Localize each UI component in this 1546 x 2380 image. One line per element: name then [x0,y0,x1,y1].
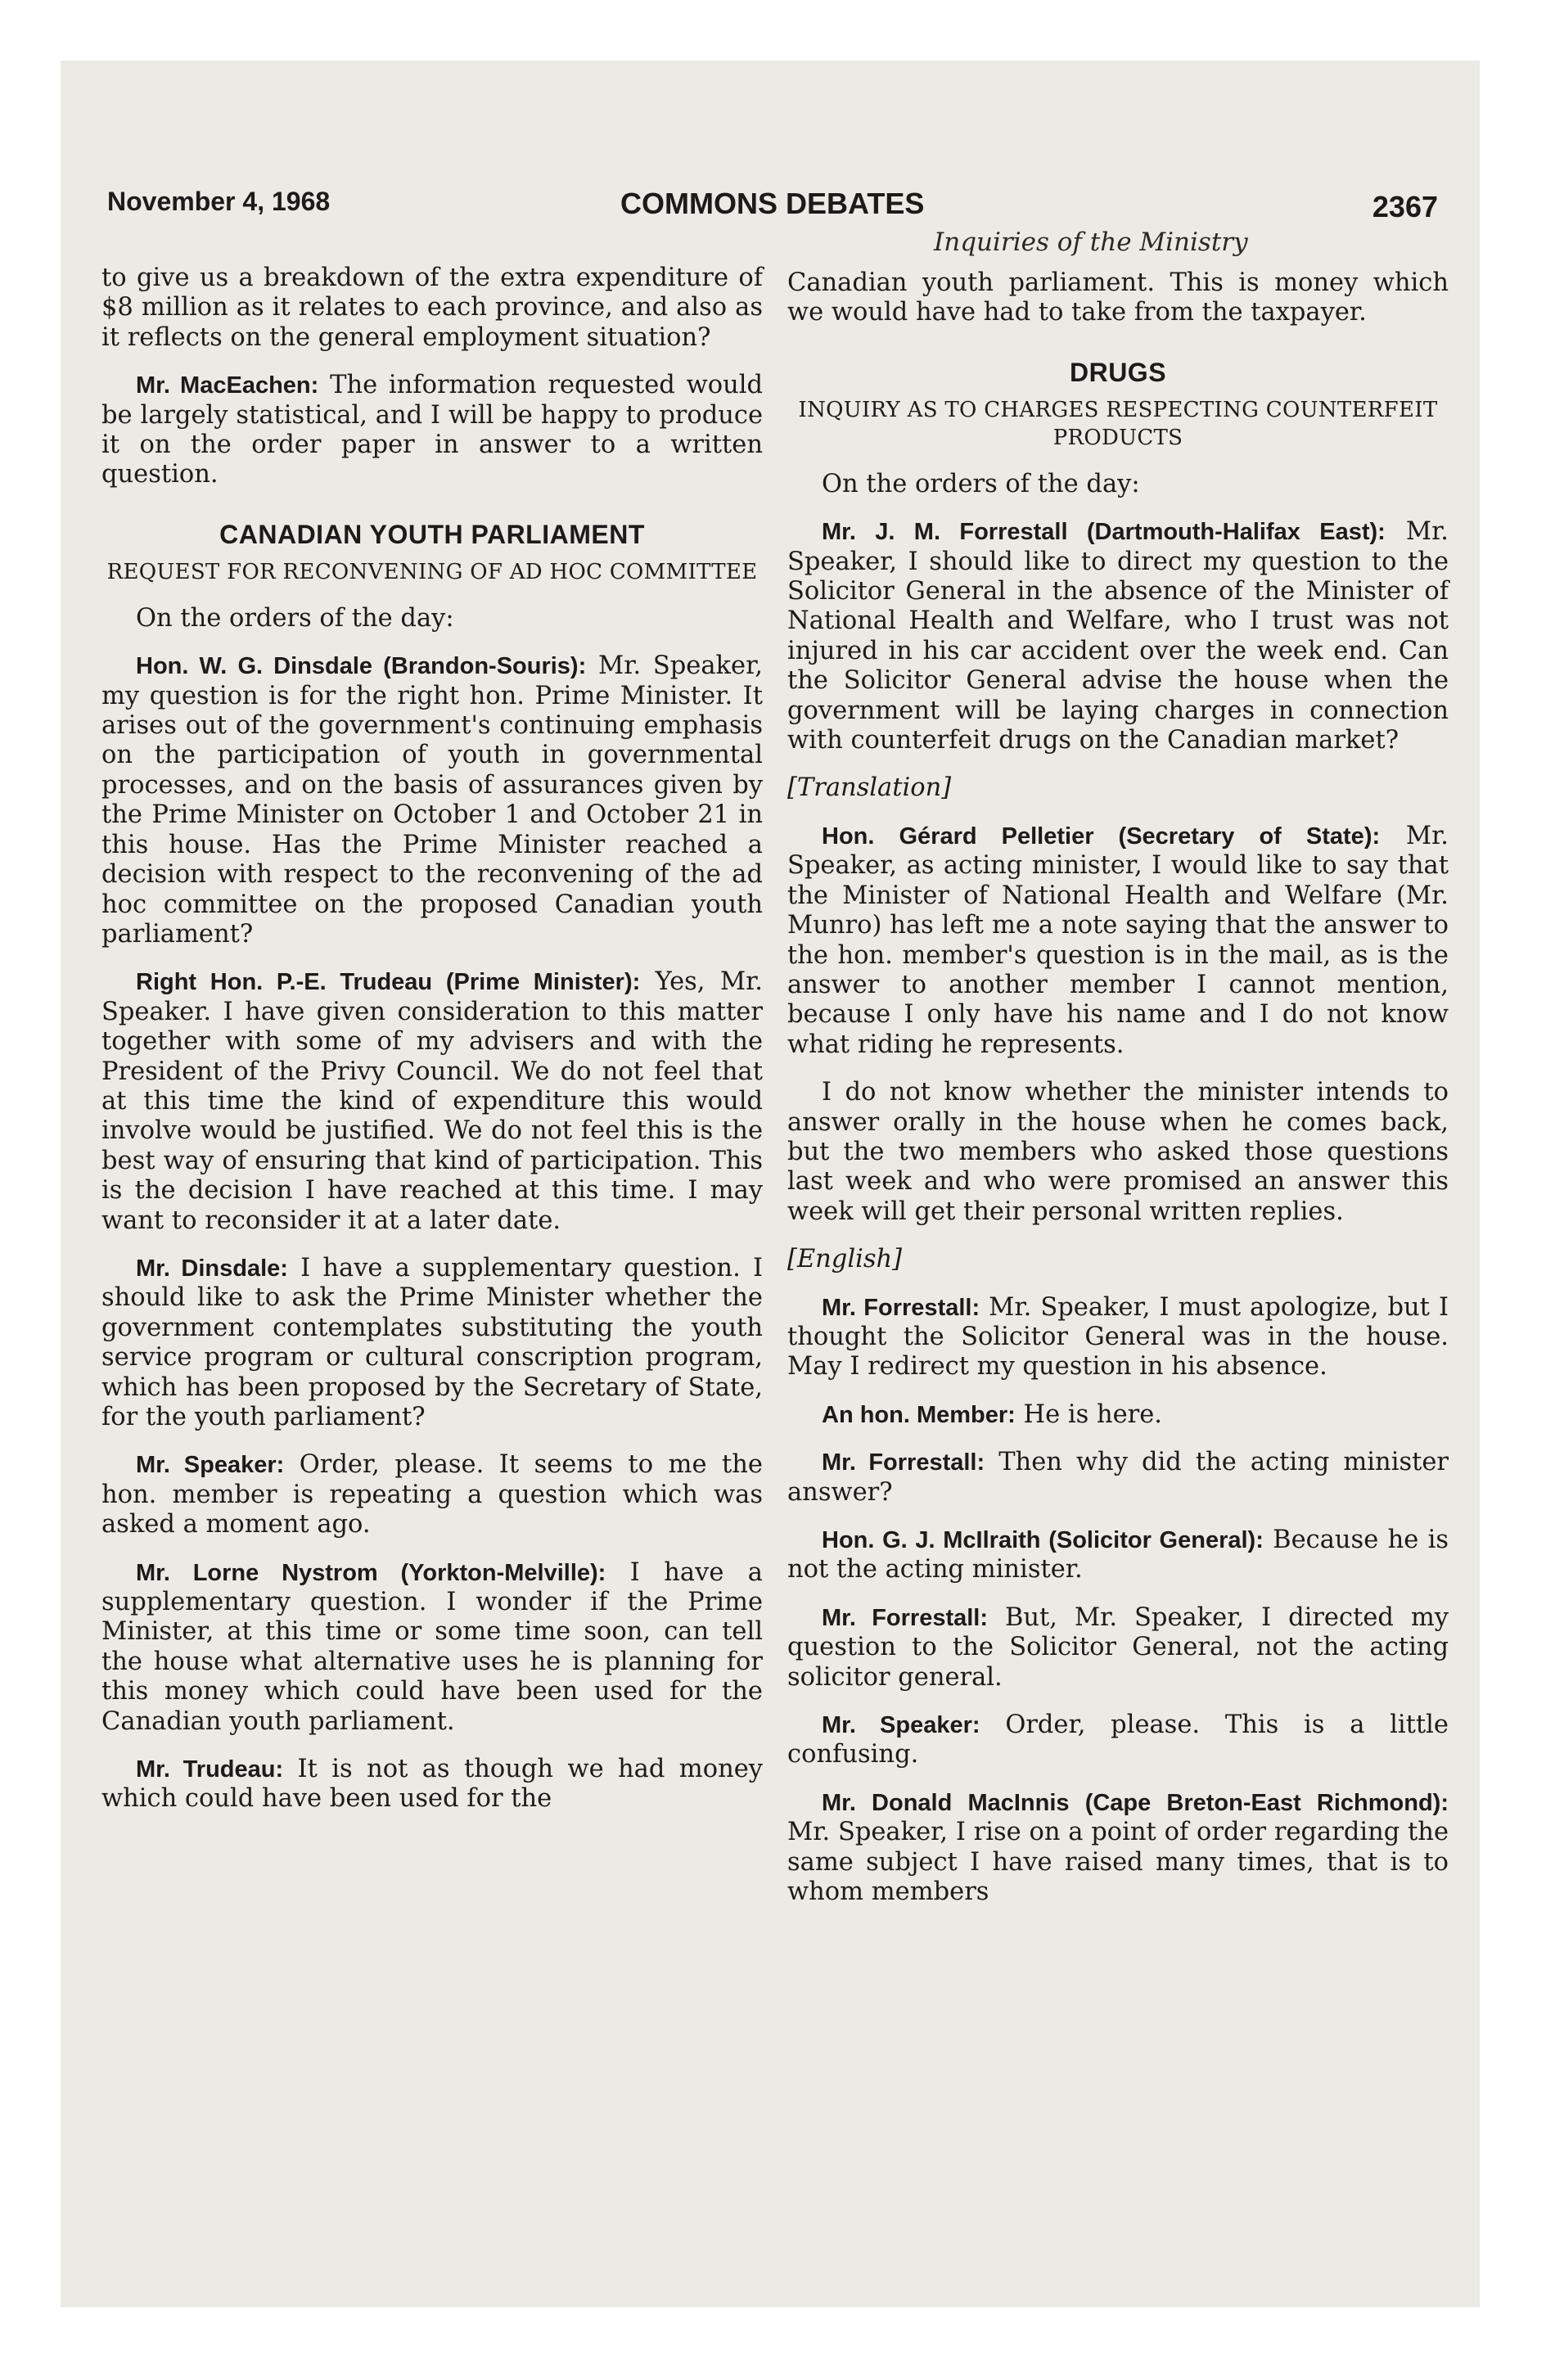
speech-text: Mr. Speaker, my question is for the right hon. Prime Minister. It arises out of the government's continuing emphasis on the participation of youth in governmental processes, and on the basis of assurances given by the Prime Minister on October 1 and October 21 in this house. Has the Prime Minister reached a decision with respect to the reconvening of the ad hoc committee on the proposed Canadian youth parliament? [101,651,763,949]
orders-of-day: On the orders of the day: [822,469,1140,498]
orders-of-day: On the orders of the day: [136,603,454,633]
speech [787,1293,1449,1382]
speech [787,822,1449,1060]
header-date: November 4, 1968 [107,187,331,216]
speech-text: Because he is not the acting minister. [787,1526,1449,1584]
speech [787,1448,1449,1508]
speech [787,1788,1449,1908]
speech-text: He is here. [1015,1400,1163,1429]
speaker-name: Hon. Gérard Pelletier (Secretary of State): [822,823,1381,850]
speech [101,1755,763,1814]
speaker-name: Hon. W. G. Dinsdale (Brandon-Souris): [136,653,587,680]
speech [787,1526,1449,1585]
language-tag: [Translation] [787,773,952,803]
speech-text: I have a supplementary question. I should like to ask the Prime Minister whether the government contemplates substituting the youth service program or cultural conscription program, which has been proposed by the Secretary of State, for the youth parliament? [101,1253,763,1431]
speaker-name: Mr. Forrestall: [822,1449,985,1476]
running-head: Inquiries of the Ministry [934,228,1248,257]
left-column [101,264,763,1814]
header-title: COMMONS DEBATES [620,187,925,220]
speaker-name: Mr. Dinsdale: [136,1255,288,1282]
speech [787,1603,1449,1693]
speaker-name: Mr. Donald MacInnis (Cape Breton-East Richmond): [822,1789,1449,1816]
section-subheading: INQUIRY AS TO CHARGES RESPECTING COUNTERFEIT PRODUCTS [798,397,1438,450]
speaker-name: Mr. Speaker: [136,1452,285,1479]
section-subheading: REQUEST FOR RECONVENING OF AD HOC COMMITTEE [106,559,758,584]
speaker-name: Mr. Forrestall: [822,1294,980,1321]
section-heading: DRUGS [1069,357,1167,387]
speaker-name: Mr. Trudeau: [136,1756,284,1783]
right-column [787,268,1449,1907]
speech [787,1400,1449,1430]
speech [101,1450,763,1539]
speaker-name: Mr. Forrestall: [822,1604,989,1631]
speaker-name: Hon. G. J. McIlraith (Solicitor General): [822,1527,1264,1553]
speaker-name: Mr. Speaker: [822,1712,980,1739]
speech-text: Mr. Speaker, as acting minister, I would like to say that the Minister of National Health and Welfare (Mr. Munro) has left me a note saying that the answer to the hon. member's question is in the mail, as is the answer to another member I cannot mention, because I only have his name and I do not know what riding he represents. [787,821,1449,1059]
speech [101,651,763,949]
speech-text: Order, please. It seems to me the hon. member is repeating a question which was asked a moment ago. [101,1450,763,1539]
speech-text: Mr. Speaker, I should like to direct my question to the Solicitor General in the absence of the Minister of National Health and Welfare, who I trust was not injured in his car accident over the week end. Can the Solicitor General advise the house when the government will be laying charges in connection with counterfeit drugs on the Canadian market? [787,517,1449,755]
speaker-name: Mr. Lorne Nystrom (Yorkton-Melville): [136,1559,606,1586]
speech [787,1711,1449,1770]
speaker-name: Mr. J. M. Forrestall (Dartmouth-Halifax East): [822,519,1386,546]
speech-text: Yes, Mr. Speaker. I have given consideration to this matter together with some of my advisers and with the President of the Privy Council. We do not feel that at this time the kind of expenditure this would involve would be justified. We do not feel this is the best way of ensuring that kind of participation. This is the decision I have reached at this time. I may want to reconsider it at a later date. [101,967,763,1235]
speech-text: The information requested would be largely statistical, and I will be happy to produce it on the order paper in answer to a written question. [101,371,763,489]
speech [101,1254,763,1432]
speaker-name: An hon. Member: [822,1401,1016,1428]
speech [101,967,763,1236]
speech [787,517,1449,755]
paragraph: to give us a breakdown of the extra expenditure of $8 million as it relates to each province, and also as it reflects on the general employment situation? [101,264,763,352]
section-heading: CANADIAN YOUTH PARLIAMENT [219,519,645,549]
page-number: 2367 [1372,190,1438,223]
speaker-name: Mr. MacEachen: [136,372,319,399]
speech-text: Order, please. This is a little confusing. [787,1711,1449,1769]
speech-text: I have a supplementary question. I wonder if the Prime Minister, at this time or some time soon, can tell the house what alternative uses he is planning for this money which could have been used for the Canadian youth parliament. [101,1557,763,1736]
paragraph: Canadian youth parliament. This is money which we would have had to take from the taxpayer. [787,268,1449,327]
speech-text: But, Mr. Speaker, I directed my question to the Solicitor General, not the acting solicitor general. [787,1602,1449,1692]
speech-text: Then why did the acting minister answer? [787,1448,1449,1507]
language-tag: [English] [787,1245,903,1274]
speech-text: Mr. Speaker, I must apologize, but I thought the Solicitor General was in the house. May I redirect my question in his absence. [787,1292,1449,1382]
speech [101,371,763,490]
speech-text: Mr. Speaker, I rise on a point of order regarding the same subject I have raised many times, that is to whom members [787,1818,1449,1907]
speech [101,1558,763,1737]
paragraph: I do not know whether the minister intends to answer orally in the house when he comes back, but the two members who asked those questions last week and who were promised an answer this week will get their personal written replies. [787,1078,1449,1226]
speaker-name: Right Hon. P.-E. Trudeau (Prime Minister): [136,969,641,996]
speech-text: It is not as though we had money which could have been used for the [101,1755,763,1814]
